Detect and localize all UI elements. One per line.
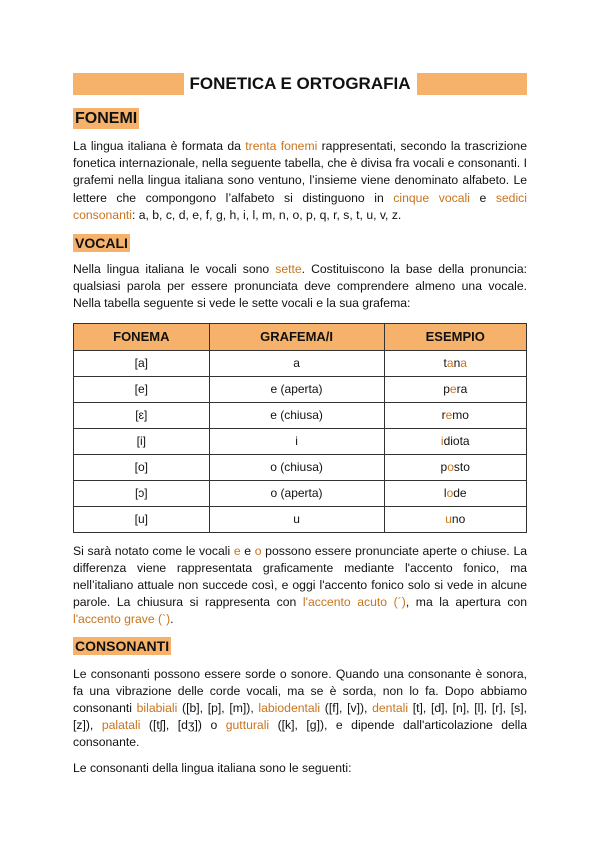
title-bar-right bbox=[417, 73, 528, 95]
highlighted-text: dentali bbox=[372, 701, 409, 716]
cell-grafema: o (aperta) bbox=[209, 480, 384, 506]
text-segment: p bbox=[440, 460, 448, 475]
highlighted-text: o bbox=[254, 543, 262, 558]
cell-grafema: u bbox=[209, 506, 384, 532]
title-row bbox=[73, 72, 527, 95]
cell-fonema: [e] bbox=[74, 376, 210, 402]
cell-esempio bbox=[384, 402, 527, 428]
highlighted-text: o bbox=[446, 486, 454, 501]
text-segment: rappresentati, secondo la trascrizione fonetica internazionale, nella seguente tabella, che è divisa fra vocali e consonanti. I grafemi nella lingua italiana sono ventuno, l’insieme viene denominato alfabeto. Le lettere che compongono l’alfabeto si distinguono in bbox=[73, 139, 527, 205]
cell-grafema: e (aperta) bbox=[209, 376, 384, 402]
text-segment: sto bbox=[453, 460, 470, 475]
table-row bbox=[74, 350, 527, 376]
cell-fonema: [ɛ] bbox=[74, 402, 210, 428]
text-segment: [t], [d], [n], [l], [r], [s], [z]), bbox=[73, 701, 527, 733]
title-bar-left bbox=[73, 73, 184, 95]
text-segment: p bbox=[443, 382, 450, 397]
highlighted-text: sedici consonanti bbox=[73, 190, 527, 222]
cell-fonema: [o] bbox=[74, 454, 210, 480]
text-segment: l bbox=[443, 486, 447, 501]
highlighted-text: bilabiali bbox=[136, 701, 178, 716]
highlighted-text: l'accento acuto (´) bbox=[302, 595, 406, 610]
text-segment: ([f], [v]), bbox=[320, 701, 373, 716]
cell-esempio bbox=[384, 480, 527, 506]
text-segment: ([b], [p], [m]), bbox=[177, 701, 259, 716]
cell-fonema: [ɔ] bbox=[74, 480, 210, 506]
cell-esempio bbox=[384, 350, 527, 376]
text-segment: diota bbox=[443, 434, 470, 449]
cell-fonema: [a] bbox=[74, 350, 210, 376]
header-esempio: ESEMPIO bbox=[384, 323, 527, 350]
highlighted-text: o bbox=[447, 460, 454, 475]
cell-esempio bbox=[384, 506, 527, 532]
table-row bbox=[74, 376, 527, 402]
vowels-table bbox=[73, 323, 527, 533]
text-segment: ([k], [g]), e dipende dall'articolazione della consonante. bbox=[73, 718, 527, 750]
highlighted-text: cinque vocali bbox=[393, 190, 470, 205]
table-row bbox=[74, 506, 527, 532]
text-segment: . bbox=[170, 612, 174, 627]
highlighted-text: a bbox=[460, 356, 467, 371]
text-segment: mo bbox=[452, 408, 469, 423]
cell-esempio bbox=[384, 454, 527, 480]
cell-grafema: o (chiusa) bbox=[209, 454, 384, 480]
document-title: FONETICA E ORTOGRAFIA bbox=[189, 73, 411, 93]
cell-grafema: e (chiusa) bbox=[209, 402, 384, 428]
highlighted-text: u bbox=[445, 512, 452, 527]
text-segment: e bbox=[240, 543, 255, 558]
text-segment: ra bbox=[456, 382, 468, 397]
highlighted-text: labiodentali bbox=[258, 701, 321, 716]
paragraph-accenti bbox=[73, 543, 527, 629]
text-segment: t bbox=[443, 356, 447, 371]
table-row bbox=[74, 428, 527, 454]
text-segment: ([tʃ], [dʒ]) o bbox=[140, 718, 226, 733]
text-segment: e bbox=[469, 190, 496, 205]
highlighted-text: e bbox=[449, 382, 457, 397]
cell-fonema: [u] bbox=[74, 506, 210, 532]
heading-consonanti: CONSONANTI bbox=[75, 637, 170, 654]
paragraph-vocali bbox=[73, 261, 527, 313]
table-row bbox=[74, 402, 527, 428]
highlighted-text: a bbox=[446, 356, 454, 371]
paragraph-consonanti bbox=[73, 666, 527, 752]
text-segment: Le consonanti possono essere sorde o sonore. Quando una consonante è sonora, fa una vibrazione delle corde vocali, ma se è sorda, non lo fa. Dopo abbiamo consonanti bbox=[73, 666, 527, 716]
cell-grafema: a bbox=[209, 350, 384, 376]
heading-fonemi: FONEMI bbox=[75, 110, 138, 127]
highlighted-text: e bbox=[233, 543, 241, 558]
paragraph-fonemi bbox=[73, 138, 527, 224]
text-segment: : a, b, c, d, e, f, g, h, i, l, m, n, o, p, q, r, s, t, u, v, z. bbox=[131, 207, 402, 222]
highlighted-text: sette bbox=[275, 262, 302, 277]
cell-grafema: i bbox=[209, 428, 384, 454]
header-fonema: FONEMA bbox=[74, 323, 210, 350]
text-segment: , ma la apertura con bbox=[405, 595, 528, 610]
text-segment: de bbox=[453, 486, 467, 501]
text-segment: possono essere pronunciate aperte o chiuse. La differenza viene rappresentata graficamente mediante l'accento fonico, ma nell’italiano attuale non succede così, e oggi l'accento fonico solo si vede in alcune parole. La chiusura si rappresenta con bbox=[73, 543, 527, 610]
heading-vocali: VOCALI bbox=[75, 235, 128, 252]
highlighted-text: i bbox=[440, 434, 444, 449]
text-segment: no bbox=[451, 512, 466, 527]
text-segment: Nella lingua italiana le vocali sono bbox=[73, 262, 276, 277]
text-segment: La lingua italiana è formata da bbox=[73, 139, 246, 153]
highlighted-text: trenta fonemi bbox=[245, 139, 318, 153]
highlighted-text: e bbox=[445, 408, 453, 423]
table-row bbox=[74, 480, 527, 506]
text-segment: n bbox=[453, 356, 461, 371]
cell-fonema: [i] bbox=[74, 428, 210, 454]
paragraph-consonanti-intro: Le consonanti della lingua italiana sono le seguenti: bbox=[73, 760, 352, 775]
table-row bbox=[74, 454, 527, 480]
highlighted-text: gutturali bbox=[225, 718, 270, 733]
text-segment: . Costituiscono la base della pronuncia: qualsiasi parola per essere pronunciata deve comprendere almeno una vocale. Nella tabella seguente si vede le sette vocali e la sua grafema: bbox=[73, 262, 527, 311]
highlighted-text: palatali bbox=[101, 718, 141, 733]
cell-esempio bbox=[384, 376, 527, 402]
highlighted-text: l'accento grave (`) bbox=[73, 612, 171, 627]
text-segment: r bbox=[441, 408, 446, 423]
header-grafema: GRAFEMA/I bbox=[209, 323, 384, 350]
cell-esempio bbox=[384, 428, 527, 454]
text-segment: Si sarà notato come le vocali bbox=[73, 543, 234, 558]
